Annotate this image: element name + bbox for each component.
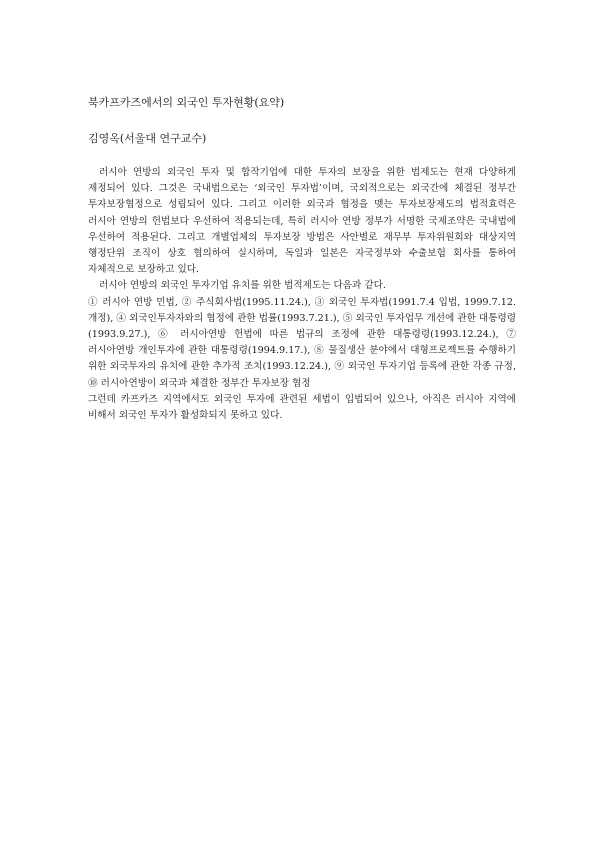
body-paragraph-legal-list: ① 러시아 연방 민법, ② 주식회사법(1995.11.24.), ③ 외국인 투자법(1991.7.4 입법, 1999.7.12. 개정), ④ 외국인투자자와의 협정에 관한 법률(1993.7.21.), ⑤ 외국인 투자업무 개선에 관한 대통령령(1993.9.27.), ⑥ 러시아연방 헌법에 따른 법규의 조정에 관한 대통령령(1993.12.24.), ⑦ 러시아연방 개인투자에 관한 대통령령(1994.9.17.), ⑧ 물질생산 분야에서 대형프로젝트를 수행하기 위한 외국투자의 유치에 관한 추가적 조치(1993.12.24.), ⑨ 외국인 투자기업 등록에 관한 각종 규정, ⑩ 러시아연방이 외국과 체결한 정부간 투자보장 협정 bbox=[88, 296, 516, 389]
document-page bbox=[88, 95, 516, 424]
body-paragraph-legal-intro: 러시아 연방의 외국인 투자기업 유치를 위한 법적제도는 다음과 같다. bbox=[99, 280, 386, 292]
body-paragraph-investment-protection: 러시아 연방의 외국인 투자 및 합작기업에 대한 투자의 보장을 위한 법제도는 현재 다양하게 제정되어 있다. 그것은 국내법으로는 ‘외국인 투자법’이며, 국외적으로는 외국간에 체결된 정부간 투자보장협정으로 성립되어 있다. 그리고 이러한 외국과 협정을 맺는 투자보장제도의 법적효력은 러시아 연방의 헌법보다 우선하여 적용되는데, 특히 러시아 연방 정부가 서명한 국제조약은 국내법에 우선하여 적용된다. 그리고 개별업체의 투자보장 방법은 사안별로 재무부 투자위원회와 대상지역 행정단위 조직이 상호 협의하여 실시하며, 독일과 일본은 자국정부와 수출보험 회사를 통하여 자체적으로 보장하고 있다. bbox=[88, 167, 516, 276]
document-title: 북카프카즈에서의 외국인 투자현황(요약) bbox=[88, 96, 285, 109]
body-paragraph-caucasus-status: 그런데 카프카즈 지역에서도 외국인 투자에 관련된 세법이 입법되어 있으나, 아직은 러시아 지역에 비해서 외국인 투자가 활성화되지 못하고 있다. bbox=[88, 393, 516, 422]
author-line: 김영옥(서울대 연구교수) bbox=[88, 132, 207, 145]
